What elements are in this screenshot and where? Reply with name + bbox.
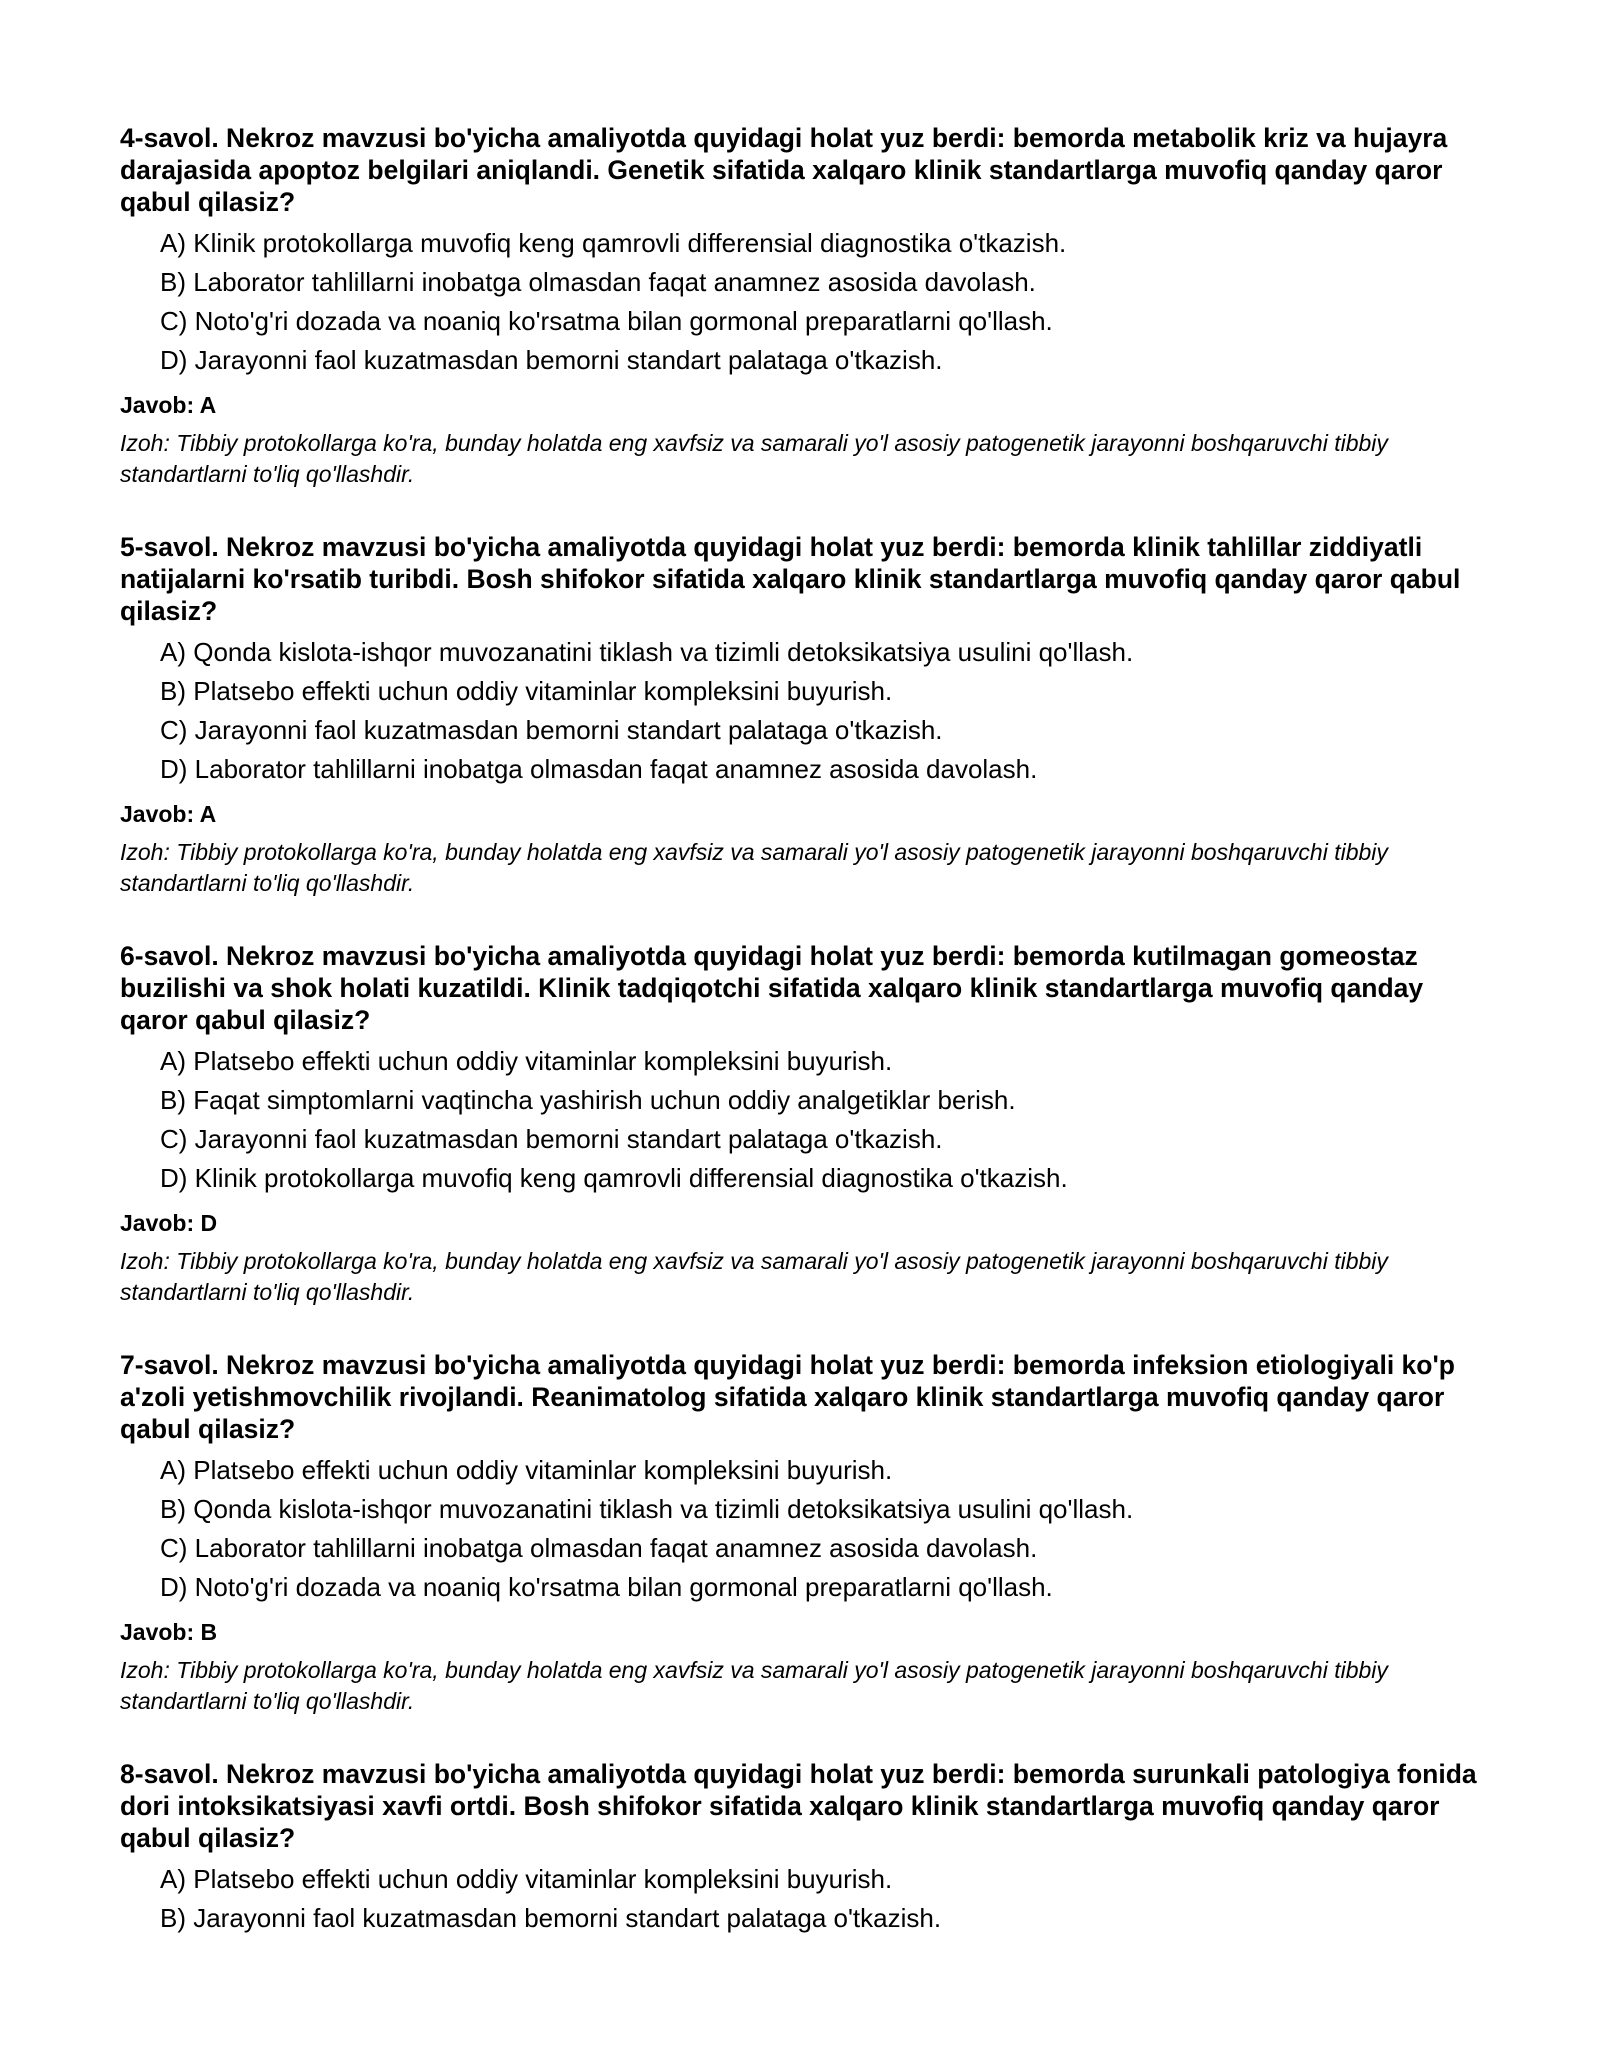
option-b: B) Jarayonni faol kuzatmasdan bemorni standart palataga o'tkazish.: [160, 1903, 942, 1933]
explanation-text: Izoh: Tibbiy protokollarga ko'ra, bunday holatda eng xavfsiz va samarali yo'l asosiy patogenetik jarayonni boshqaruvchi tibbiy standartlarni to'liq qo'llashdir.: [120, 1248, 1388, 1305]
answer-label: Javob: A: [120, 801, 217, 827]
option-a: A) Qonda kislota-ishqor muvozanatini tiklash va tizimli detoksikatsiya usulini qo'llash.: [160, 637, 1134, 667]
option-a: A) Platsebo effekti uchun oddiy vitaminlar kompleksini buyurish.: [160, 1455, 893, 1485]
question-text: 7-savol. Nekroz mavzusi bo'yicha amaliyotda quyidagi holat yuz berdi: bemorda infeksion etiologiyali ko'p a'zoli yetishmovchilik rivojlandi. Reanimatolog sifatida xalqaro klinik standartlarga muvofiq qanday qaror qabul qilasiz?: [120, 1350, 1455, 1444]
option-a: A) Klinik protokollarga muvofiq keng qamrovli differensial diagnostika o'tkazish.: [160, 228, 1067, 258]
option-c: C) Noto'g'ri dozada va noaniq ko'rsatma bilan gormonal preparatlarni qo'llash.: [160, 306, 1053, 336]
question-text: 4-savol. Nekroz mavzusi bo'yicha amaliyotda quyidagi holat yuz berdi: bemorda metabolik kriz va hujayra darajasida apoptoz belgilari aniqlandi. Genetik sifatida xalqaro klinik standartlarga muvofiq qanday qaror qabul qilasiz?: [120, 123, 1448, 217]
option-c: C) Jarayonni faol kuzatmasdan bemorni standart palataga o'tkazish.: [160, 1124, 943, 1154]
option-c: C) Laborator tahlillarni inobatga olmasdan faqat anamnez asosida davolash.: [160, 1533, 1038, 1563]
option-d: D) Klinik protokollarga muvofiq keng qamrovli differensial diagnostika o'tkazish.: [160, 1163, 1068, 1193]
explanation-text: Izoh: Tibbiy protokollarga ko'ra, bunday holatda eng xavfsiz va samarali yo'l asosiy patogenetik jarayonni boshqaruvchi tibbiy standartlarni to'liq qo'llashdir.: [120, 430, 1388, 487]
question-block-4: [120, 122, 1480, 490]
option-c: C) Jarayonni faol kuzatmasdan bemorni standart palataga o'tkazish.: [160, 715, 943, 745]
answer-label: Javob: B: [120, 1619, 218, 1645]
explanation-text: Izoh: Tibbiy protokollarga ko'ra, bunday holatda eng xavfsiz va samarali yo'l asosiy patogenetik jarayonni boshqaruvchi tibbiy standartlarni to'liq qo'llashdir.: [120, 1657, 1388, 1714]
question-block-8: [120, 1758, 1480, 1938]
question-text: 5-savol. Nekroz mavzusi bo'yicha amaliyotda quyidagi holat yuz berdi: bemorda klinik tahlillar ziddiyatli natijalarni ko'rsatib turibdi. Bosh shifokor sifatida xalqaro klinik standartlarga muvofiq qanday qaror qabul qilasiz?: [120, 532, 1461, 626]
option-b: B) Qonda kislota-ishqor muvozanatini tiklash va tizimli detoksikatsiya usulini qo'llash.: [160, 1494, 1134, 1524]
option-d: D) Jarayonni faol kuzatmasdan bemorni standart palataga o'tkazish.: [160, 345, 943, 375]
question-block-6: [120, 940, 1480, 1308]
explanation-text: Izoh: Tibbiy protokollarga ko'ra, bunday holatda eng xavfsiz va samarali yo'l asosiy patogenetik jarayonni boshqaruvchi tibbiy standartlarni to'liq qo'llashdir.: [120, 839, 1388, 896]
option-d: D) Laborator tahlillarni inobatga olmasdan faqat anamnez asosida davolash.: [160, 754, 1038, 784]
option-b: B) Laborator tahlillarni inobatga olmasdan faqat anamnez asosida davolash.: [160, 267, 1036, 297]
question-text: 6-savol. Nekroz mavzusi bo'yicha amaliyotda quyidagi holat yuz berdi: bemorda kutilmagan gomeostaz buzilishi va shok holati kuzatildi. Klinik tadqiqotchi sifatida xalqaro klinik standartlarga muvofiq qanday qaror qabul qilasiz?: [120, 941, 1424, 1035]
option-b: B) Platsebo effekti uchun oddiy vitaminlar kompleksini buyurish.: [160, 676, 893, 706]
option-a: A) Platsebo effekti uchun oddiy vitaminlar kompleksini buyurish.: [160, 1046, 893, 1076]
question-block-5: [120, 531, 1480, 899]
answer-label: Javob: A: [120, 392, 217, 418]
question-text: 8-savol. Nekroz mavzusi bo'yicha amaliyotda quyidagi holat yuz berdi: bemorda surunkali patologiya fonida dori intoksikatsiyasi xavfi ortdi. Bosh shifokor sifatida xalqaro klinik standartlarga muvofiq qanday qaror qabul qilasiz?: [120, 1759, 1477, 1853]
option-a: A) Platsebo effekti uchun oddiy vitaminlar kompleksini buyurish.: [160, 1864, 893, 1894]
option-d: D) Noto'g'ri dozada va noaniq ko'rsatma bilan gormonal preparatlarni qo'llash.: [160, 1572, 1053, 1602]
question-block-7: [120, 1349, 1480, 1717]
answer-label: Javob: D: [120, 1210, 218, 1236]
option-b: B) Faqat simptomlarni vaqtincha yashirish uchun oddiy analgetiklar berish.: [160, 1085, 1016, 1115]
